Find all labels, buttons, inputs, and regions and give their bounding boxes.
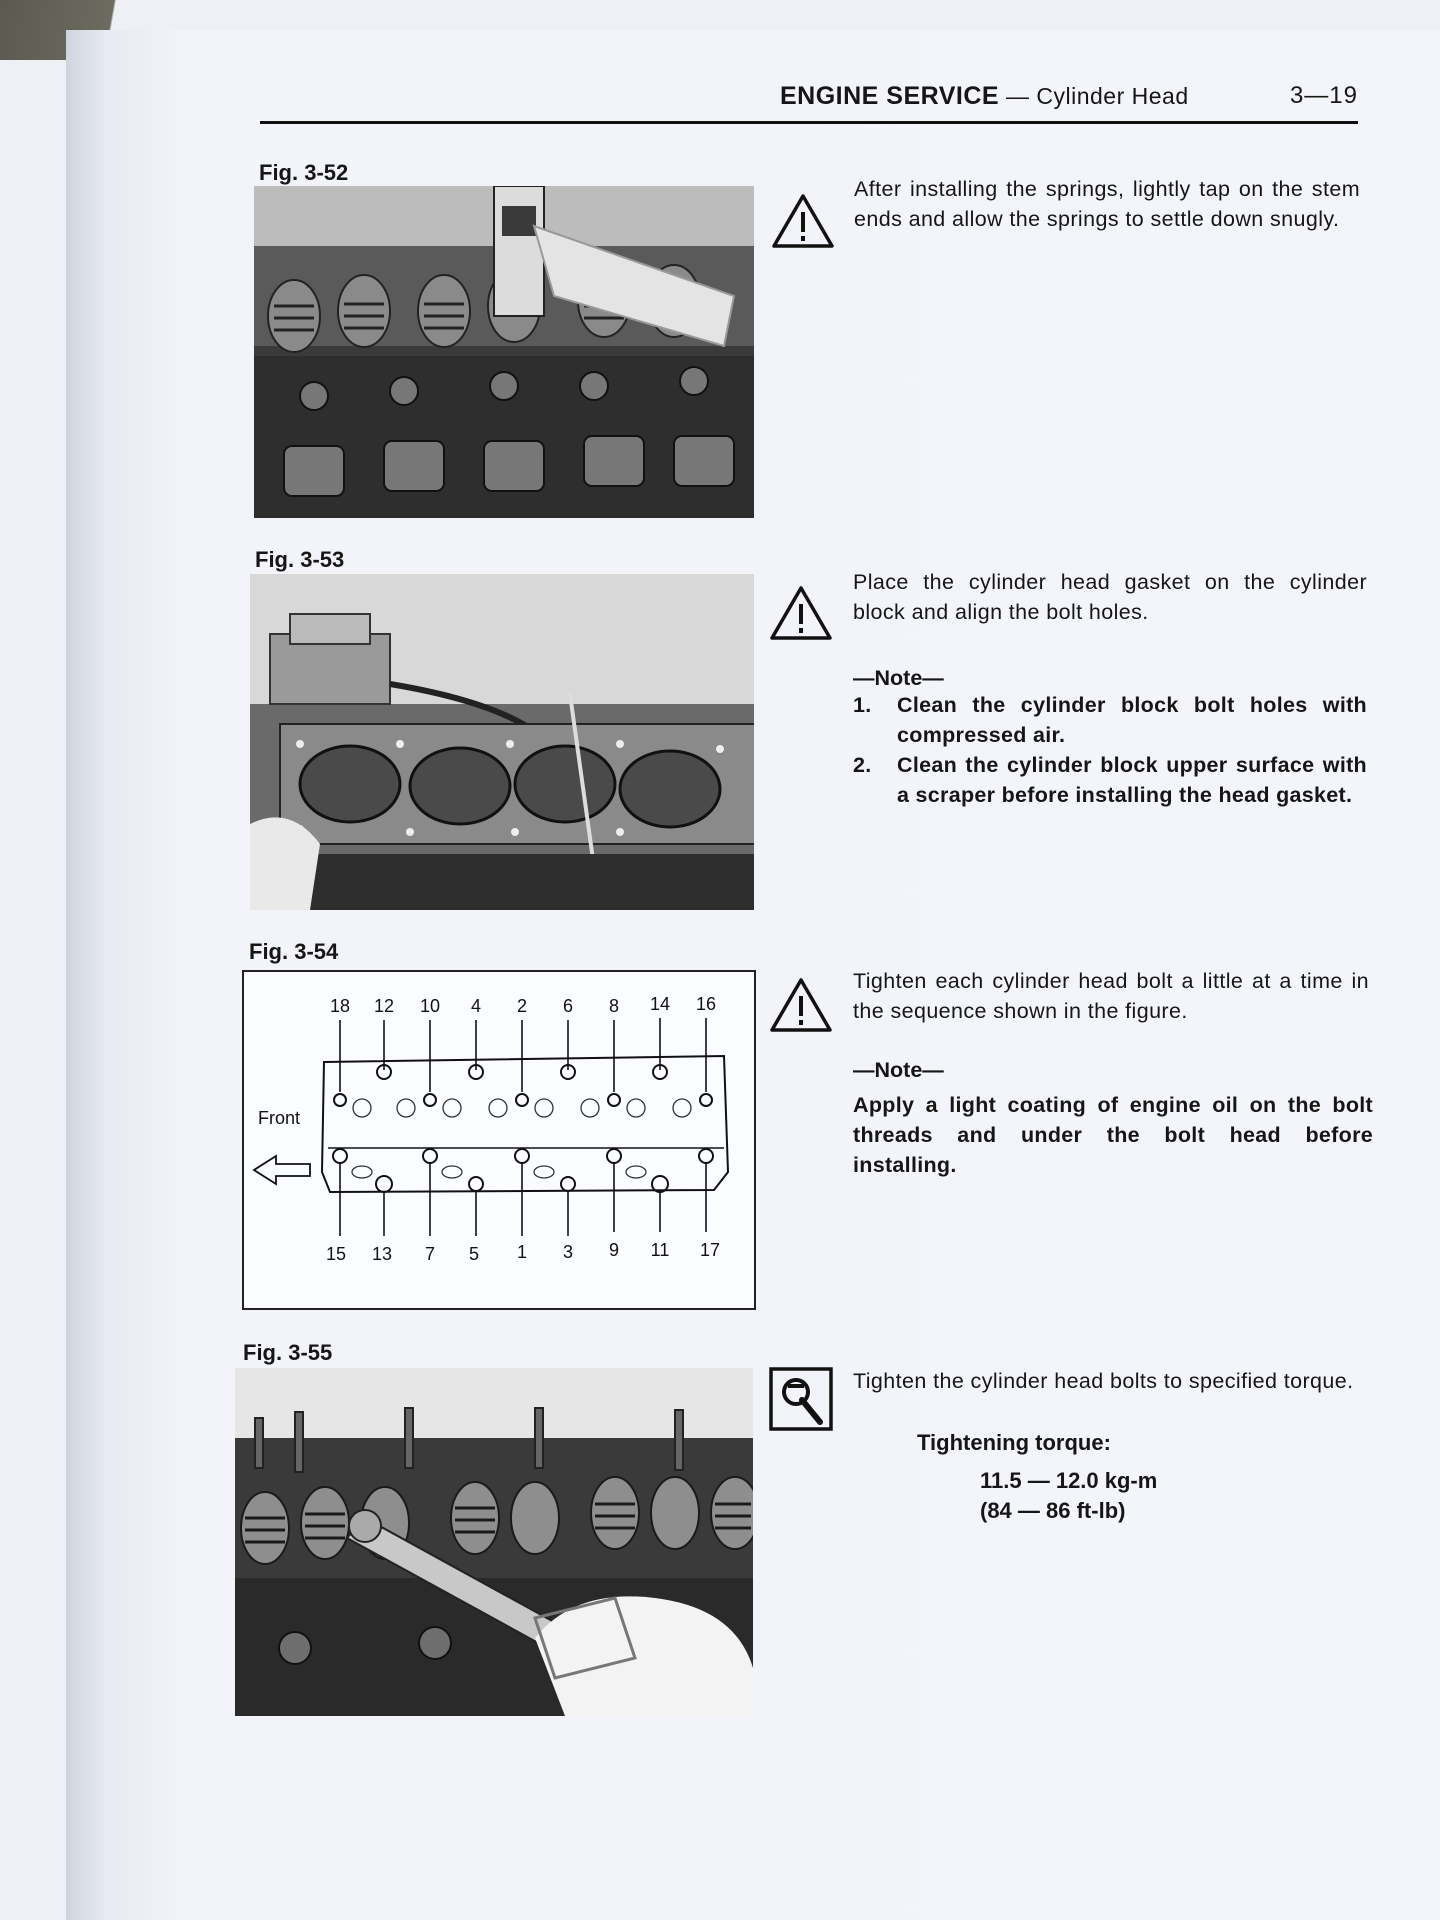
- step-text-4: Tighten the cylinder head bolts to specified torque.: [853, 1369, 1354, 1393]
- bolt-number: 12: [373, 996, 395, 1016]
- bolt-number: 11: [650, 1240, 670, 1260]
- torque-metric: 11.5 — 12.0 kg-m: [980, 1468, 1158, 1493]
- photo-fig-3-55: [235, 1368, 753, 1716]
- leader-lines-bottom: [340, 1162, 706, 1236]
- note-3: Apply a light coating of engine oil on the bolt threads and under the bolt head before installing.: [853, 1093, 1373, 1177]
- header-rule: [260, 121, 1358, 124]
- step-text-3: Tighten each cylinder head bolt a little at a time in the sequence shown in the figure.: [853, 969, 1369, 1023]
- bolt-number: 14: [649, 994, 671, 1014]
- separator: —: [999, 83, 1037, 109]
- bolt-markers: [333, 1065, 713, 1192]
- bolt-number: 7: [424, 1244, 436, 1264]
- warning-triangle-icon: [768, 584, 834, 642]
- bolt-number: 5: [468, 1244, 480, 1264]
- bolt-number: 17: [699, 1240, 721, 1260]
- fig-label-3-53: Fig. 3-53: [255, 547, 345, 572]
- torque-imperial: (84 — 86 ft-lb): [980, 1498, 1126, 1523]
- page-number: 3—19: [1289, 82, 1358, 109]
- note-item: 2. Clean the cylinder block upper surface with a scraper before installing the head gasket.: [853, 753, 1367, 807]
- torque-label: Tightening torque:: [917, 1430, 1111, 1455]
- cylinder-head-outline: [322, 1056, 728, 1192]
- fig-label-3-55: Fig. 3-55: [243, 1340, 333, 1365]
- bolt-number: 3: [562, 1242, 574, 1262]
- front-arrow-icon: [254, 1156, 310, 1184]
- warning-triangle-icon: [768, 976, 834, 1034]
- torque-wrench-icon: [768, 1366, 834, 1432]
- front-label: Front: [258, 1108, 301, 1128]
- bolt-number: 10: [419, 996, 441, 1016]
- fig-label-3-54: Fig. 3-54: [249, 939, 339, 964]
- bolt-number: 6: [562, 996, 574, 1016]
- bottom-bolt-numbers: [326, 1240, 720, 1264]
- note-heading-2: —Note—: [853, 666, 944, 690]
- top-bolt-numbers: [330, 994, 716, 1016]
- photo-fig-3-52: [254, 186, 754, 518]
- bolt-number: 2: [516, 996, 528, 1016]
- photo-fig-3-53: [250, 574, 754, 910]
- bolt-number: 8: [608, 996, 620, 1016]
- leader-lines-top: [340, 1018, 706, 1092]
- page-header: [260, 70, 1358, 130]
- warning-triangle-icon: [770, 192, 836, 250]
- note-item: 1. Clean the cylinder block bolt holes with compressed air.: [853, 693, 1367, 747]
- step-text-2: Place the cylinder head gasket on the cylinder block and align the bolt holes.: [853, 570, 1367, 624]
- section-title: ENGINE SERVICE — Cylinder Head: [780, 82, 1189, 110]
- note-heading-3: —Note—: [853, 1058, 944, 1082]
- bolt-number: 18: [329, 996, 351, 1016]
- bolt-number: 13: [371, 1244, 393, 1264]
- bolt-number: 15: [325, 1244, 347, 1264]
- note-list-2: [853, 690, 1367, 810]
- bolt-number: 9: [608, 1240, 620, 1260]
- step-text-1: After installing the springs, lightly tap on the stem ends and allow the springs to settle down snugly.: [854, 177, 1360, 231]
- bolt-number: 1: [516, 1242, 528, 1262]
- bolt-number: 16: [695, 994, 717, 1014]
- bolt-number: 4: [470, 996, 482, 1016]
- bolt-sequence-diagram: [242, 970, 756, 1310]
- fig-label-3-52: Fig. 3-52: [259, 160, 349, 185]
- subsection-title: Cylinder Head: [1036, 83, 1189, 109]
